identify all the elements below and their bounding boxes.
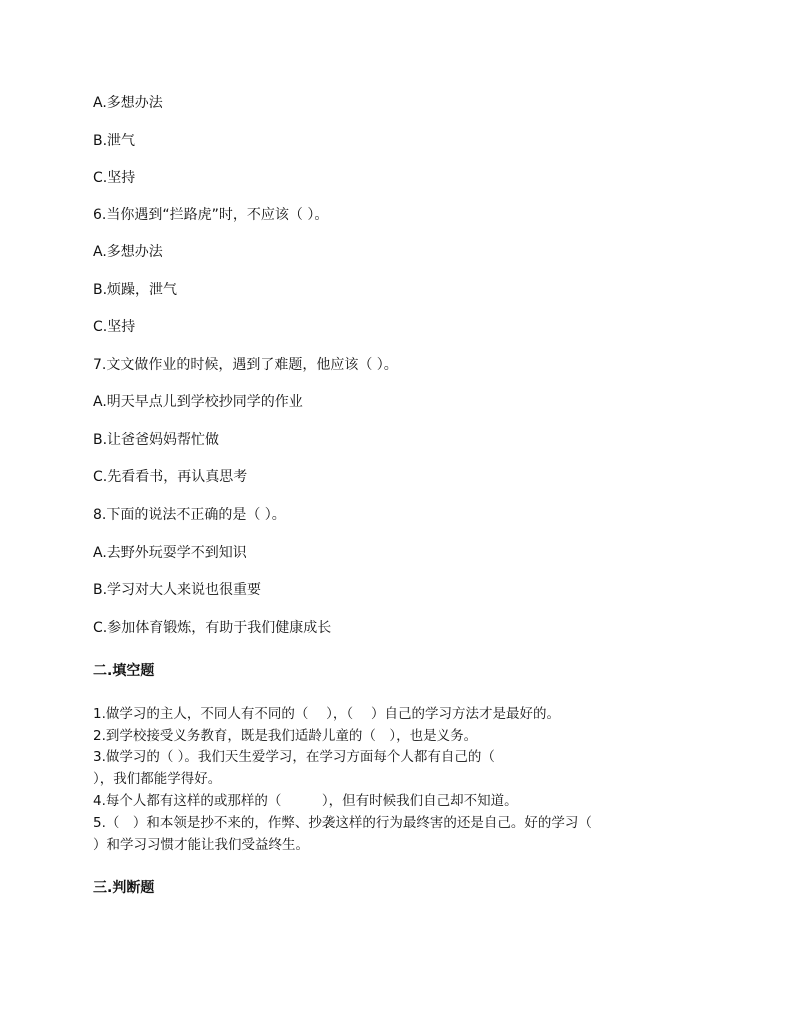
q7-question: 7.文文做作业的时候，遇到了难题，他应该（ ）。 [93,357,398,373]
q8-option-a: A.去野外玩耍学不到知识 [93,545,247,561]
fill-item-5-cont: ）和学习习惯才能让我们受益终生。 [93,837,309,853]
q6-option-a: A.多想办法 [93,244,163,260]
fill-item-3: 3.做学习的（ ）。我们天生爱学习，在学习方面每个人都有自己的（ [93,749,495,765]
q7-option-b: B.让爸爸妈妈帮忙做 [93,432,220,448]
fill-item-3-cont: ），我们都能学得好。 [93,771,222,787]
q6-option-b: B.烦躁，泄气 [93,282,178,298]
q6-question: 6.当你遇到“拦路虎”时，不应该（ ）。 [93,207,329,223]
fill-item-2: 2.到学校接受义务教育，既是我们适龄儿童的（ ），也是义务。 [93,728,478,744]
q5-option-b: B.泄气 [93,133,136,149]
q8-question: 8.下面的说法不正确的是（ ）。 [93,507,286,523]
fill-item-4: 4.每个人都有这样的或那样的（ ），但有时候我们自己却不知道。 [93,793,518,809]
fill-item-1: 1.做学习的主人，不同人有不同的（ ），（ ）自己的学习方法才是最好的。 [93,706,560,722]
section2-title: 二.填空题 [93,663,155,679]
section3-title: 三.判断题 [93,880,155,896]
q5-option-a: A.多想办法 [93,95,163,111]
q7-option-a: A.明天早点儿到学校抄同学的作业 [93,394,303,410]
q6-option-c: C.坚持 [93,319,136,335]
q8-option-b: B.学习对大人来说也很重要 [93,582,262,598]
q7-option-c: C.先看看书，再认真思考 [93,469,248,485]
fill-item-5: 5.（ ）和本领是抄不来的，作弊、抄袭这样的行为最终害的还是自己。好的学习（ [93,815,592,831]
q5-option-c: C.坚持 [93,170,136,186]
q8-option-c: C.参加体育锻炼，有助于我们健康成长 [93,620,332,636]
